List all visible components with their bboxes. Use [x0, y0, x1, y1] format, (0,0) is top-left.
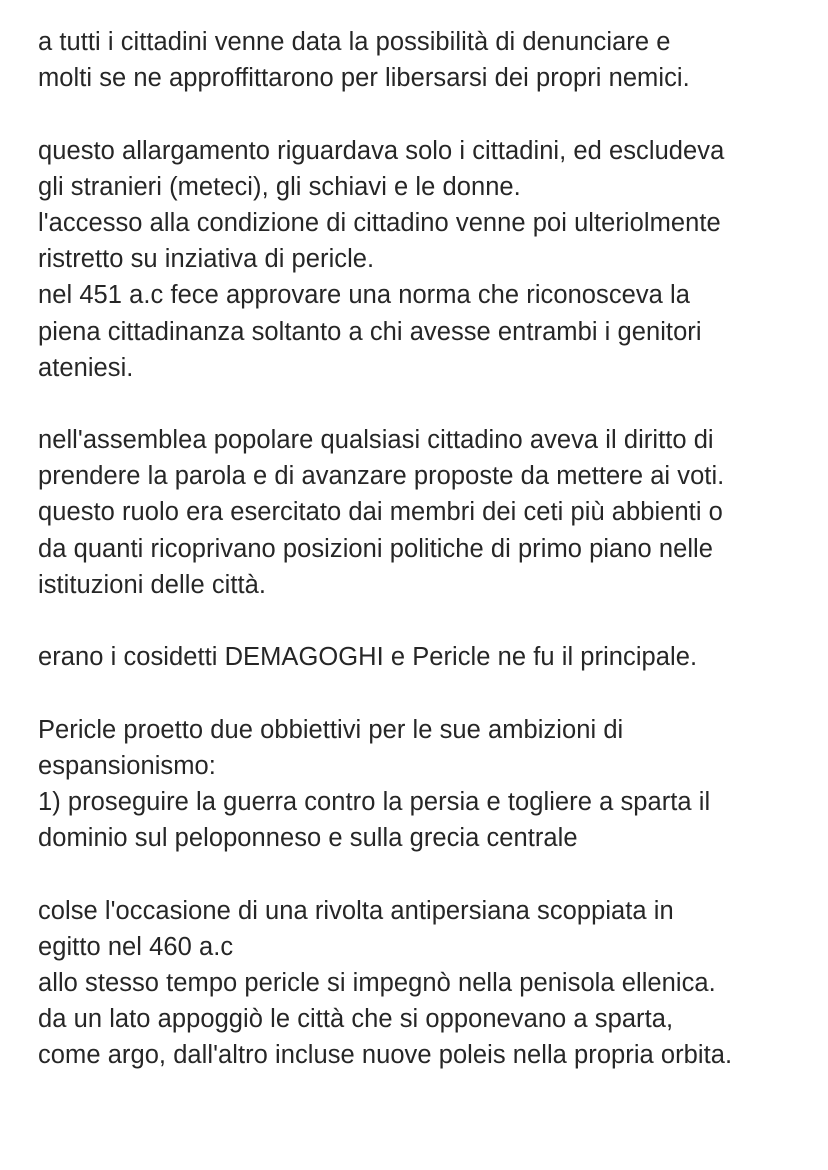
text-line: 1) proseguire la guerra contro la persia e togliere a sparta il — [38, 787, 711, 816]
text-line: piena cittadinanza soltanto a chi avesse entrambi i genitori — [38, 317, 702, 346]
text-line: questo allargamento riguardava solo i cittadini, ed escludeva — [38, 136, 725, 165]
text-line: colse l'occasione di una rivolta antipersiana scoppiata in — [38, 896, 674, 925]
text-line: egitto nel 460 a.c — [38, 932, 234, 961]
paragraph-gap — [38, 603, 808, 639]
paragraph-cittadinanza — [38, 133, 808, 386]
text-line: erano i cosidetti DEMAGOGHI e Pericle ne fu il principale. — [38, 643, 698, 672]
text-line: l'accesso alla condizione di cittadino venne poi ulteriolmente — [38, 208, 721, 237]
text-line: nell'assemblea popolare qualsiasi cittadino aveva il diritto di — [38, 426, 714, 455]
text-line: Pericle proetto due obbiettivi per le sue ambizioni di — [38, 715, 624, 744]
paragraph-egitto — [38, 893, 808, 1074]
paragraph-gap — [38, 675, 808, 711]
paragraph-gap — [38, 386, 808, 422]
text-line: da quanti ricoprivano posizioni politiche di primo piano nelle — [38, 534, 714, 563]
paragraph-obbiettivi — [38, 712, 808, 857]
text-line: prendere la parola e di avanzare proposte da mettere ai voti. — [38, 462, 725, 491]
text-line: espansionismo: — [38, 751, 216, 780]
text-line: come argo, dall'altro incluse nuove poleis nella propria orbita. — [38, 1041, 733, 1070]
text-line: ristretto su inziativa di pericle. — [38, 245, 375, 274]
paragraph-denunce — [38, 24, 808, 96]
text-line: ateniesi. — [38, 353, 134, 382]
text-line: dominio sul peloponneso e sulla grecia centrale — [38, 824, 578, 853]
text-line: questo ruolo era esercitato dai membri dei ceti più abbienti o — [38, 498, 723, 527]
text-line: da un lato appoggiò le città che si opponevano a sparta, — [38, 1005, 674, 1034]
text-line: gli stranieri (meteci), gli schiavi e le donne. — [38, 172, 521, 201]
text-line: nel 451 a.c fece approvare una norma che riconosceva la — [38, 281, 690, 310]
paragraph-gap — [38, 96, 808, 132]
paragraph-assemblea — [38, 422, 808, 603]
paragraph-gap — [38, 856, 808, 892]
text-line: istituzioni delle città. — [38, 570, 266, 599]
text-line: a tutti i cittadini venne data la possibilità di denunciare e — [38, 28, 671, 56]
paragraph-demagoghi — [38, 639, 808, 675]
note-body — [38, 24, 808, 1073]
text-line: molti se ne approffittarono per libersarsi dei propri nemici. — [38, 64, 690, 93]
text-line: allo stesso tempo pericle si impegnò nella penisola ellenica. — [38, 968, 716, 997]
